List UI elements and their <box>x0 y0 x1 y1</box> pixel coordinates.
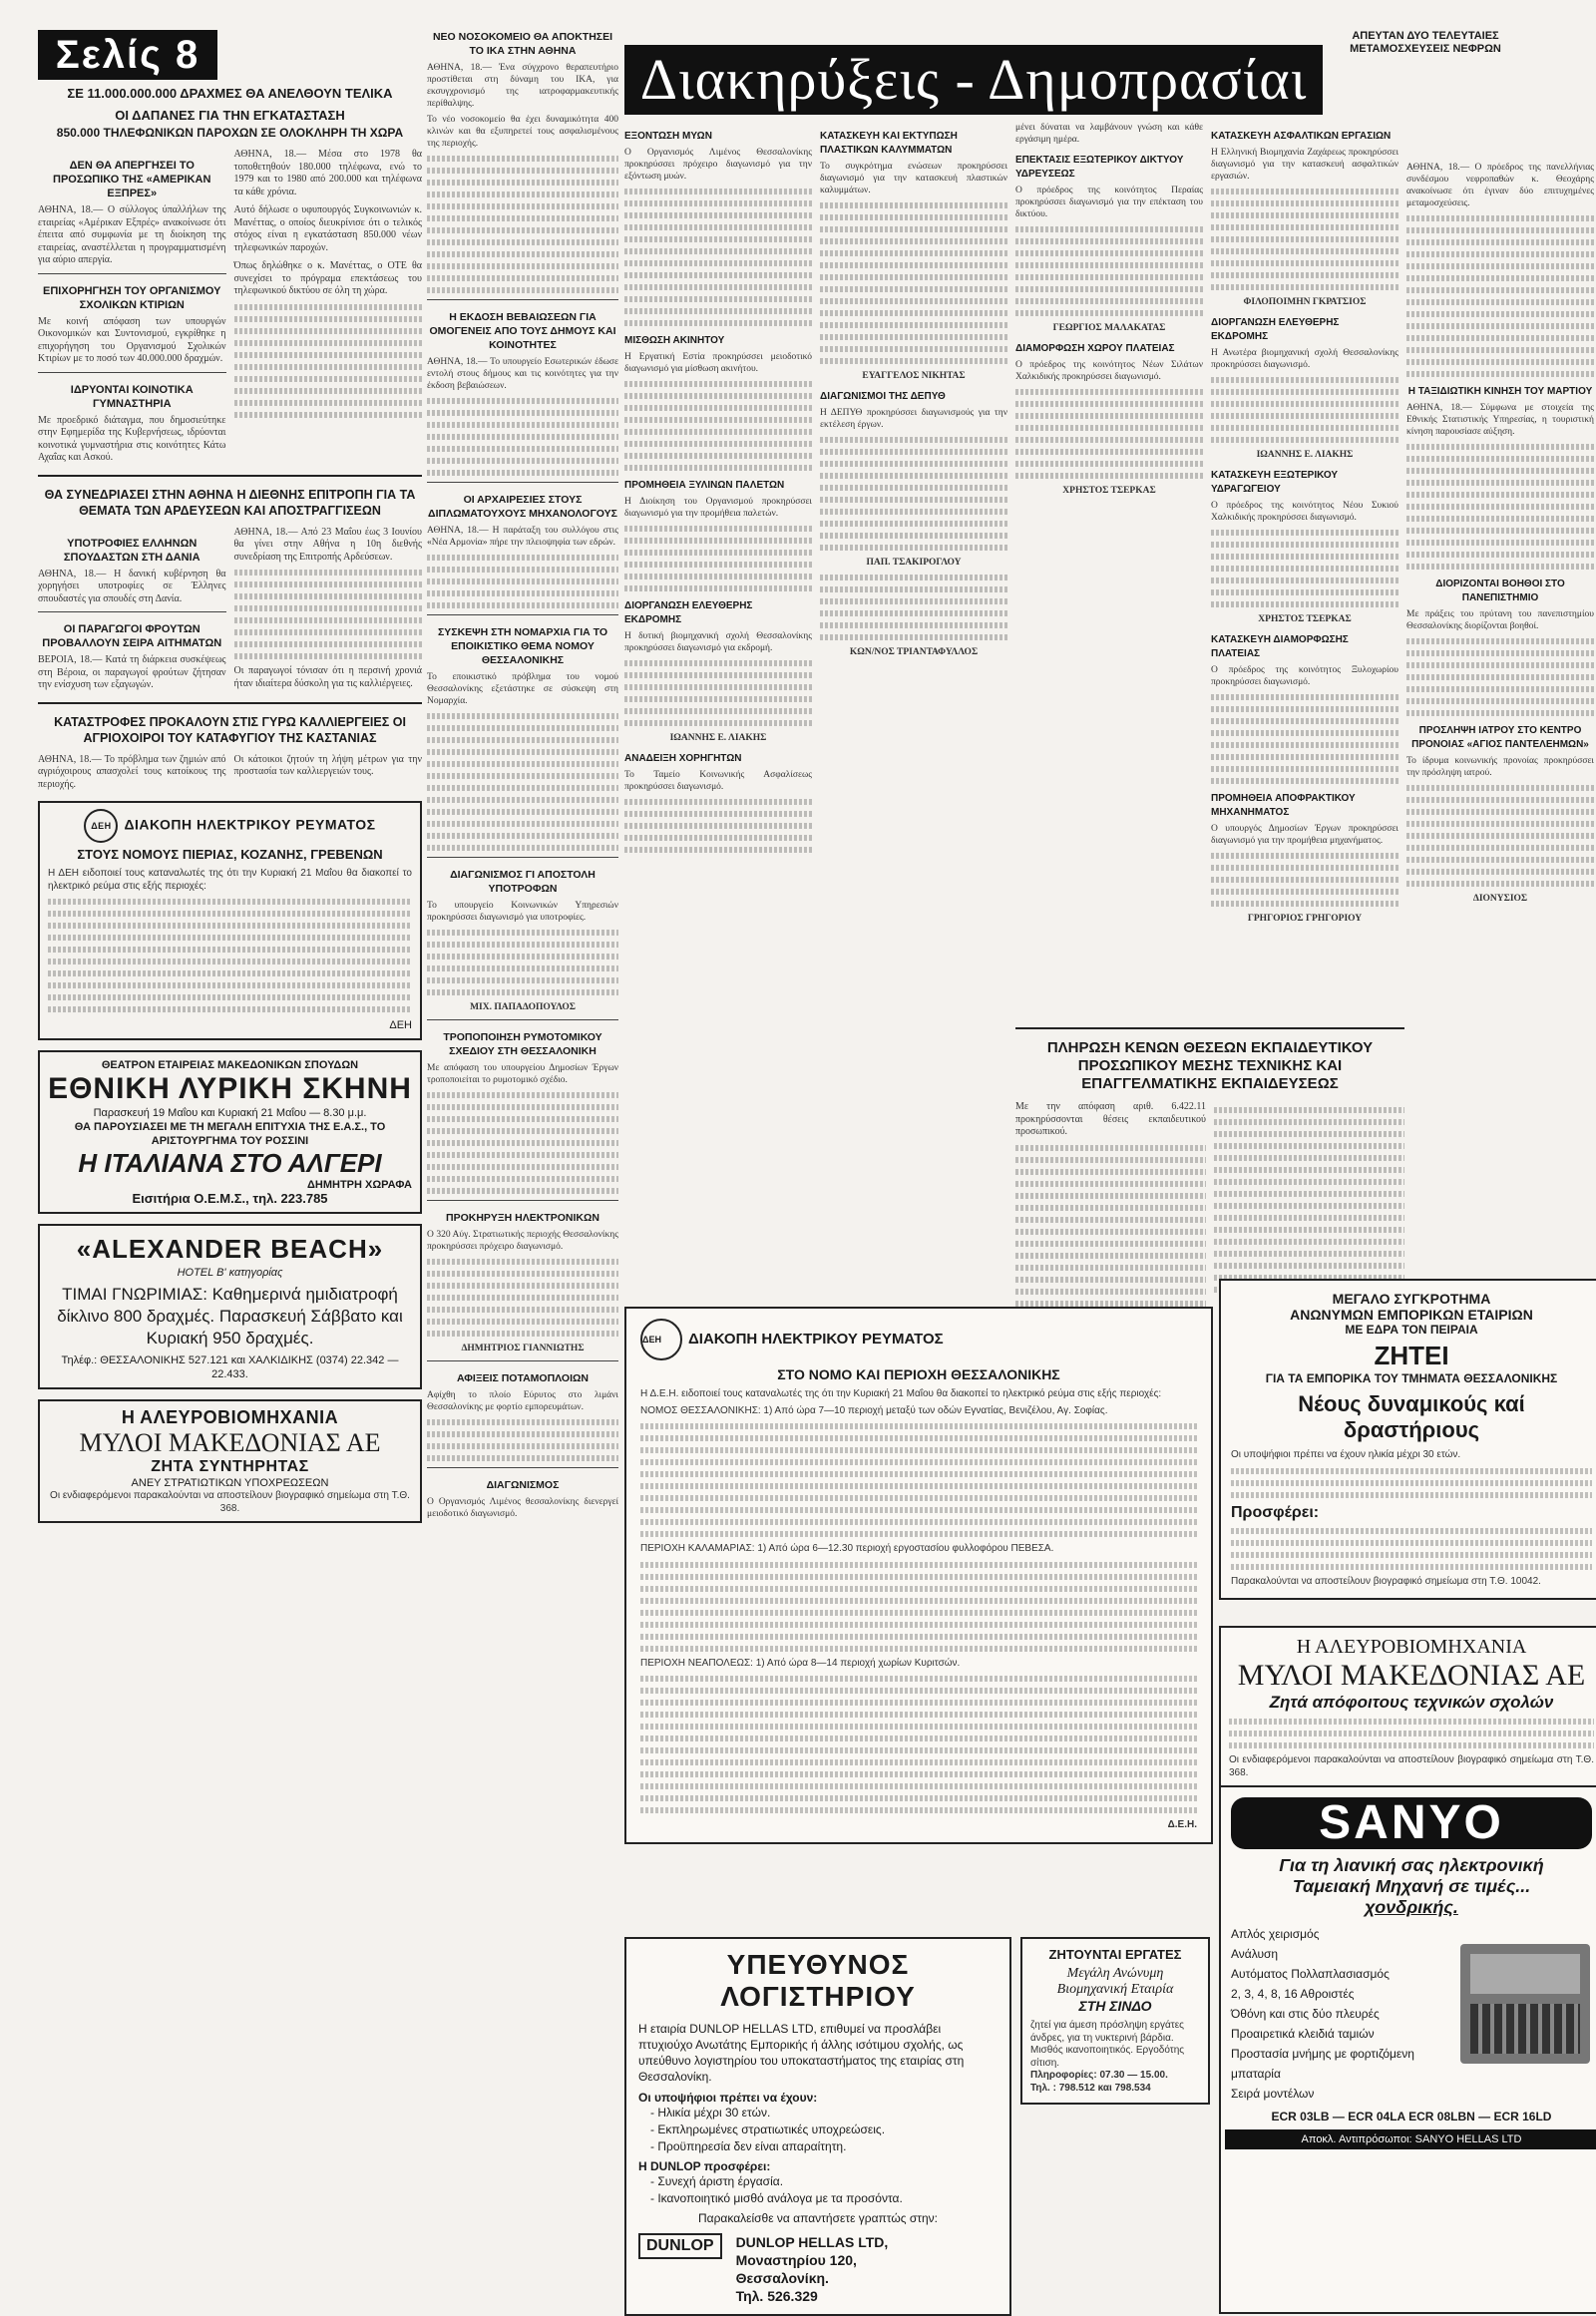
plastic-headline: ΚΑΤΑΣΚΕΥΗ ΚΑΙ ΕΚΤΥΠΩΣΗ ΠΛΑΣΤΙΚΩΝ ΚΑΛΥΜΜΑΤΩΝ <box>820 131 958 156</box>
accountant-text: Η εταιρία DUNLOP HELLAS LTD, επιθυμεί να προσλάβει πτυχιούχο Ανωτάτης Εμπορικής ή άλλης ισότιμου σχολής, ως υπεύθυνο λογιστηρίου του υποκαταστήματος της εταιρίας στη Θεσσαλονίκη. <box>638 2022 965 2084</box>
notices-col-1 <box>624 122 812 925</box>
depyth-signature: ΠΑΠ. ΤΣΑΚΙΡΟΓΛΟΥ <box>866 558 962 568</box>
mill-ad-2-contact: Οι ενδιαφερόμενοι παρακαλούνται να αποστείλουν βιογραφικό σημείωμα στη Τ.Θ. 368. <box>1229 1754 1594 1778</box>
divider <box>427 1019 618 1020</box>
machine-signature: ΓΡΗΓΟΡΙΟΣ ΓΡΗΓΟΡΙΟΥ <box>1247 914 1363 924</box>
competition-text: Το υπουργείο Κοινωνικών Υπηρεσιών προκηρύσσει διαγωνισμό για υποτροφίες. <box>427 901 618 923</box>
opera-tickets: Εισιτήρια Ο.Ε.Μ.Σ., τηλ. 223.785 <box>132 1191 328 1206</box>
power-cut-title: ΔΙΑΚΟΠΗ ΗΛΕΚΤΡΙΚΟΥ ΡΕΥΜΑΤΟΣ <box>124 816 376 833</box>
machine-headline: ΠΡΟΜΗΘΕΙΑ ΑΠΟΦΡΑΚΤΙΚΟΥ ΜΗΧΑΝΗΜΑΤΟΣ <box>1211 793 1356 818</box>
tender-text: Ο 320 Αύγ. Στρατιωτικής περιοχής Θεσσαλονίκης προκηρύσσει πρόχειρο διαγωνισμό. <box>427 1230 618 1252</box>
asphalt-signature: ΦΙΛΟΠΟΙΜΗΝ ΓΚΡΑΤΣΙΟΣ <box>1243 297 1367 307</box>
filler-text <box>427 713 618 851</box>
competition-signature: ΜΙΧ. ΠΑΠΑΔΟΠΟΥΛΟΣ <box>470 1002 576 1012</box>
filler-text <box>1211 189 1398 290</box>
opera-ad <box>38 1050 422 1214</box>
divider <box>38 372 226 373</box>
page-number-badge: Σελίς 8 <box>38 30 217 80</box>
last-headline: ΔΙΑΓΩΝΙΣΜΟΣ <box>486 1479 560 1491</box>
lease-text: Η Εργατική Εστία προκηρύσσει μειοδοτικό διαγωνισμό για μίσθωση ακινήτου. <box>624 352 812 374</box>
hotel-name: «ALEXANDER BEACH» <box>76 1234 384 1264</box>
sanyo-feature: 2, 3, 4, 8, 16 Αθροιστές <box>1231 1987 1355 2001</box>
sponsors-headline: ΑΝΑΔΕΙΞΗ ΧΟΡΗΓΗΤΩΝ <box>624 753 742 764</box>
mill-ad-2-org: Η ΑΛΕΥΡΟΒΙΟΜΗΧΑΝΙΑ <box>1296 1636 1527 1658</box>
square2-headline: ΚΑΤΑΣΚΕΥΗ ΔΙΑΜΟΡΦΩΣΗΣ ΠΛΑΤΕΙΑΣ <box>1211 634 1349 659</box>
cash-register-image <box>1460 1944 1590 2064</box>
chestnut-text-2: Οι κάτοικοι ζητούν τη λήψη μέτρων για την προστασία των καλλιεργειών τους. <box>233 753 422 777</box>
hospital-headline: ΝΕΟ ΝΟΣΟΚΟΜΕΙΟ ΘΑ ΑΠΟΚΤΗΣΕΙ ΤΟ ΙΚΑ ΣΤΗΝ ΑΘΗΝΑ <box>432 31 613 57</box>
filler-text <box>1015 226 1203 316</box>
teachers-headline: ΠΛΗΡΩΣΗ ΚΕΝΩΝ ΘΕΣΕΩΝ ΕΚΠΑΙΔΕΥΤΙΚΟΥ ΠΡΟΣΩΠΙΚΟΥ ΜΕΣΗΣ ΤΕΧΝΙΚΗΣ ΚΑΙ ΕΠΑΓΓΕΛΜΑΤΙΚΗΣ ΕΚΠΑΙΔΕΥΣΕΩΣ <box>1046 1039 1374 1092</box>
square-text: Ο πρόεδρος της κοινότητος Νέων Σιλάτων Χαλκιδικής προκηρύσσει διαγωνισμό. <box>1015 360 1203 382</box>
filler-text <box>427 398 618 476</box>
depyth-headline: ΔΙΑΓΩΝΙΣΜΟΙ ΤΗΣ ΔΕΠΥΘ <box>820 391 946 402</box>
divider <box>427 482 618 483</box>
school-text: Με κοινή απόφαση των υπουργών Οικονομικών και Συντονισμού, εγκρίθηκε η επιχορήγηση του Οργανισμού Σχολικών Κτιρίων με το ποσό των 40.000.000 δραχμών. <box>38 315 226 364</box>
filler-text <box>1406 785 1594 887</box>
ships-text: Αφίχθη το πλοίο Εύρυτος στο λιμάνι Θεσσαλονίκης με φορτίο εμπορευμάτων. <box>427 1390 618 1412</box>
conference-right <box>234 527 423 692</box>
aqueduct-signature: ΧΡΗΣΤΟΣ ΤΣΕΡΚΑΣ <box>1258 614 1352 624</box>
power-cut-region: ΣΤΟΥΣ ΝΟΜΟΥΣ ΠΙΕΡΙΑΣ, ΚΟΖΑΝΗΣ, ΓΡΕΒΕΝΩΝ <box>77 847 383 862</box>
filler-text <box>427 1259 618 1337</box>
divider <box>427 1467 618 1468</box>
workers-text: ζητεί για άμεση πρόσληψη εργάτες άνδρες, για τη νυκτερινή βάρδια. <box>1030 2020 1184 2044</box>
express-headline: ΔΕΝ ΘΑ ΑΠΕΡΓΗΣΕΙ ΤΟ ΠΡΟΣΩΠΙΚΟ ΤΗΣ «ΑΜΕΡΙΚΑΝ ΕΞΠΡΕΣ» <box>53 160 211 199</box>
chestnut-text: ΑΘΗΝΑ, 18.— Το πρόβλημα των ζημιών από αγριόχοιρους απασχολεί τους κατοίκους της περιοχής. <box>38 753 226 790</box>
group-wanted: ΖΗΤΕΙ <box>1374 1341 1449 1370</box>
gym-text: Με προεδρικό διάταγμα, που δημοσιεύτηκε στην Εφημερίδα της Κυβερνήσεως, ιδρύονται κοινοτικά γυμναστήρια στις κοινότητες Κάτω Αχαΐας και Ασκού. <box>38 414 226 463</box>
excursion2-headline: ΔΙΟΡΓΑΝΩΣΗ ΕΛΕΥΘΕΡΗΣ ΕΚΔΡΟΜΗΣ <box>1211 317 1340 342</box>
notices-grid <box>624 122 1596 925</box>
accountant-title: ΥΠΕΥΘΥΝΟΣ ΛΟΓΙΣΤΗΡΙΟΥ <box>720 1949 916 2012</box>
workers-pay: Μισθός ικανοποιητικός. Εργοδότης σίτιση. <box>1030 2045 1185 2069</box>
chestnut-headline: ΚΑΤΑΣΤΡΟΦΕΣ ΠΡΟΚΑΛΟΥΝ ΣΤΙΣ ΓΥΡΩ ΚΑΛΛΙΕΡΓΕΙΕΣ ΟΙ ΑΓΡΙΟΧΟΙΡΟΙ ΤΟΥ ΚΑΤΑΦΥΓΙΟΥ ΤΗΣ ΚΑΣΤΑΝΙΑΣ <box>54 714 406 745</box>
hotel-phones: Τηλέφ.: ΘΕΣΣΑΛΟΝΙΚΗΣ 527.121 και ΧΑΛΚΙΔΙΚΗΣ (0374) 22.342 — 22.433. <box>61 1354 399 1380</box>
filler-text <box>820 437 1007 551</box>
school-headline: ΕΠΙΧΟΡΗΓΗΣΗ ΤΟΥ ΟΡΓΑΝΙΣΜΟΥ ΣΧΟΛΙΚΩΝ ΚΤΙΡΙΩΝ <box>43 284 221 311</box>
section-banner: Διακηρύξεις - Δημοπρασίαι <box>624 45 1323 115</box>
right-section <box>624 30 1596 2316</box>
rodent-headline: ΕΞΟΝΤΩΣΗ ΜΥΩΝ <box>624 131 712 142</box>
group-line-2: ΑΝΩΝΥΜΩΝ ΕΜΠΟΡΙΚΩΝ ΕΤΑΙΡΙΩΝ <box>1290 1307 1533 1323</box>
mill-ad-2-name: ΜΥΛΟΙ ΜΑΚΕΔΟΝΙΑΣ ΑΕ <box>1237 1659 1586 1692</box>
group-line-3: ΜΕ ΕΔΡΑ ΤΟΝ ΠΕΙΡΑΙΑ <box>1345 1323 1478 1337</box>
filler-text <box>624 189 812 326</box>
asphalt-headline: ΚΑΤΑΣΚΕΥΗ ΑΣΦΑΛΤΙΚΩΝ ΕΡΓΑΣΙΩΝ <box>1211 131 1392 142</box>
notices-col-2 <box>820 122 1007 925</box>
hotel-prices: ΤΙΜΑΙ ΓΝΩΡΙΜΙΑΣ: Καθημερινά ημιδιατροφή δίκλινο 800 δραχμές. Παρασκευή Σάββατο και Κυριακή 950 δραχμές. <box>57 1285 403 1348</box>
middle-column <box>427 30 618 1520</box>
workers-company-2: Βιομηχανική Εταιρία <box>1056 1982 1174 1997</box>
depyth-text: Η ΔΕΠΥΘ προκηρύσσει διαγωνισμούς για την εκτέλεση έργων. <box>820 408 1007 430</box>
group-ad <box>1219 1279 1596 1600</box>
power-cut-signature: ΔΕΗ <box>389 1019 412 1031</box>
doctor-headline: ΠΡΟΣΛΗΨΗ ΙΑΤΡΟΥ ΣΤΟ ΚΕΝΤΡΟ ΠΡΟΝΟΙΑΣ «ΑΓΙΟΣ ΠΑΝΤΕΛΕΗΜΩΝ» <box>1411 725 1589 750</box>
fruit-text: ΒΕΡΟΙΑ, 18.— Κατά τη διάρκεια συσκέψεως στη Βέροια, οι παραγωγοί φρούτων ζήτησαν την ενίσχυση των εξαγωγών. <box>38 654 226 690</box>
pallets-headline: ΠΡΟΜΗΘΕΙΑ ΞΥΛΙΝΩΝ ΠΑΛΕΤΩΝ <box>624 480 785 491</box>
sanyo-features <box>1225 1924 1460 2104</box>
accountant-address <box>736 2233 889 2305</box>
water-signature: ΓΕΩΡΓΙΟΣ ΜΑΛΑΚΑΤΑΣ <box>1052 323 1166 333</box>
divider <box>427 299 618 300</box>
dunlop-logo: DUNLOP <box>638 2233 722 2259</box>
mill-ad-1-contact: Οι ενδιαφερόμενοι παρακαλούνται να αποστείλουν βιογραφικό σημείωμα στη Τ.Θ. 368. <box>50 1490 410 1514</box>
sanyo-dealer: Αποκλ. Αντιπρόσωποι: SANYO HELLAS LTD <box>1225 2129 1596 2149</box>
accountant-req: - Εκπληρωμένες στρατιωτικές υποχρεώσεις. <box>650 2122 998 2138</box>
plan-text: Με απόφαση του υπουργείου Δημοσίων Έργων τροποποιείται το ρυμοτομικό σχέδιο. <box>427 1063 618 1085</box>
cert-headline: Η ΕΚΔΟΣΗ ΒΕΒΑΙΩΣΕΩΝ ΓΙΑ ΟΜΟΓΕΝΕΙΣ ΑΠΟ ΤΟΥΣ ΔΗΜΟΥΣ ΚΑΙ ΚΟΙΝΟΤΗΤΕΣ <box>429 311 616 351</box>
plan-headline: ΤΡΟΠΟΠΟΙΗΣΗ ΡΥΜΟΤΟΜΙΚΟΥ ΣΧΕΔΙΟΥ ΣΤΗ ΘΕΣΣΑΛΟΝΙΚΗ <box>443 1031 602 1057</box>
sanyo-feature: Ανάλυση <box>1231 1947 1279 1961</box>
power-cut-2-text-4: ΠΕΡΙΟΧΗ ΝΕΑΠΟΛΕΩΣ: 1) Από ώρα 8—14 περιοχή χωρίων Κυριτσών. <box>640 1657 961 1669</box>
teachers-text: Με την απόφαση αριθ. 6.422.11 προκηρύσσονται θέσεις εκπαιδευτικού προσωπικού. <box>1015 1101 1206 1137</box>
filler-text <box>427 930 618 995</box>
opera-desc: ΘΑ ΠΑΡΟΥΣΙΑΣΕΙ ΜΕ ΤΗ ΜΕΓΑΛΗ ΕΠΙΤΥΧΙΑ ΤΗΣ Ε.Α.Σ., ΤΟ ΑΡΙΣΤΟΥΡΓΗΜΑ ΤΟΥ ΡΟΣΣΙΝΙ <box>74 1121 386 1147</box>
group-contact: Παρακαλούνται να αποστείλουν βιογραφικό σημείωμα στη Τ.Θ. 10042. <box>1231 1575 1541 1587</box>
meeting-headline: ΣΥΣΚΕΨΗ ΣΤΗ ΝΟΜΑΡΧΙΑ ΓΙΑ ΤΟ ΕΠΟΙΚΙΣΤΙΚΟ ΘΕΜΑ ΝΟΜΟΥ ΘΕΣΣΑΛΟΝΙΚΗΣ <box>437 626 608 666</box>
depyth-signature-2: ΚΩΝ/ΝΟΣ ΤΡΙΑΝΤΑΦΥΛΛΟΣ <box>849 647 979 657</box>
mill-ad-1 <box>38 1399 422 1523</box>
accountant-offer-head: Η DUNLOP προσφέρει: <box>638 2159 771 2173</box>
arch-headline: ΟΙ ΑΡΧΑΙΡΕΣΙΕΣ ΣΤΟΥΣ ΔΙΠΛΩΜΑΤΟΥΧΟΥΣ ΜΗΧΑΝΟΛΟΓΟΥΣ <box>428 494 617 520</box>
address-line: Τηλ. 526.329 <box>735 2288 818 2304</box>
last-text: Ο Οργανισμός Λιμένος θεσσαλονίκης διενεργεί μειοδοτικό διαγωνισμό. <box>427 1497 618 1519</box>
divider <box>38 273 226 274</box>
workers-ad <box>1020 1937 1210 2105</box>
filler-text <box>1406 638 1594 716</box>
filler-text <box>640 1423 1197 1537</box>
deh-logo: ΔΕΗ <box>84 809 118 843</box>
tender-signature: ΔΗΜΗΤΡΙΟΣ ΓΙΑΝΝΙΩΤΗΣ <box>461 1344 585 1353</box>
opera-theatre: ΘΕΑΤΡΟΝ ΕΤΑΙΡΕΙΑΣ ΜΑΚΕΔΟΝΙΚΩΝ ΣΠΟΥΔΩΝ <box>101 1059 359 1071</box>
accountant-req-head: Οι υποψήφιοι πρέπει να έχουν: <box>638 2091 818 2105</box>
workers-phone: Τηλ. : 798.512 και 798.534 <box>1030 2082 1151 2094</box>
power-cut-2-title: ΔΙΑΚΟΠΗ ΗΛΕΚΤΡΙΚΟΥ ΡΕΥΜΑΤΟΣ <box>688 1330 944 1348</box>
workers-company: Μεγάλη Ανώνυμη <box>1066 1966 1164 1981</box>
sponsors-text: Το Ταμείο Κοινωνικής Ασφαλίσεως προκηρύσσει διαγωνισμό. <box>624 770 812 792</box>
notices-col-3 <box>1015 122 1203 925</box>
square-signature: ΧΡΗΣΤΟΣ ΤΣΕΡΚΑΣ <box>1062 486 1156 496</box>
travel-text: ΑΘΗΝΑ, 18.— Σύμφωνα με στοιχεία της Εθνικής Στατιστικής Υπηρεσίας, η τουριστική κίνηση παρουσίασε αύξηση. <box>1406 403 1594 437</box>
hospital-text: ΑΘΗΝΑ, 18.— Ένα σύγχρονο θεραπευτήριο προστίθεται στη δύναμη του ΙΚΑ, για εκσυγχρονισμό της ιατροφαρμακευτικής περίθαλψης. <box>427 63 618 109</box>
power-cut-2-text: Η Δ.Ε.Η. ειδοποιεί τους καταναλωτές της ότι την Κυριακή 21 Μαΐου θα διακοπεί το ηλεκτρικό ρεύμα στις εξής περιοχές: <box>640 1388 1162 1399</box>
accountant-offer: - Συνεχή άριστη έργασία. <box>650 2173 998 2190</box>
conference-left <box>38 527 226 692</box>
opera-name: ΕΘΝΙΚΗ ΛΥΡΙΚΗ ΣΚΗΝΗ <box>48 1072 412 1105</box>
water-headline: ΕΠΕΚΤΑΣΙΣ ΕΞΩΤΕΡΙΚΟΥ ΔΙΚΤΥΟΥ ΥΔΡΕΥΣΕΩΣ <box>1015 155 1184 180</box>
hotel-class: HOTEL B' κατηγορίας <box>177 1267 283 1279</box>
sanyo-feature: Προστασία μνήμης με φορτιζόμενη μπαταρία <box>1231 2047 1414 2081</box>
phone-story-columns <box>38 149 422 465</box>
water-text: Ο πρόεδρος της κοινότητος Περαίας προκηρύσσει διαγωνισμό για την επέκταση του δικτύου. <box>1015 186 1203 219</box>
filler-text <box>1015 1145 1206 1331</box>
accountant-offer: - Ικανοποιητικό μισθό ανάλογα με τα προσόντα. <box>650 2190 998 2207</box>
arch-text: ΑΘΗΝΑ, 18.— Η παράταξη του συλλόγου στις «Νέα Αρμονία» πήρε την πλειοψηφία των εδρών. <box>427 526 618 548</box>
power-cut-2-text-2: ΝΟΜΟΣ ΘΕΣΣΑΛΟΝΙΚΗΣ: 1) Από ώρα 7—10 περιοχή μεταξύ των οδών Εγνατίας, Βενιζέλου, Αγ. Σοφίας. <box>640 1404 1108 1416</box>
divider <box>38 611 226 612</box>
filler-text <box>624 526 812 591</box>
accountant-req: - Ηλικία μέχρι 30 ετών. <box>650 2105 998 2122</box>
cert-text: ΑΘΗΝΑ, 18.— Το υπουργείο Εσωτερικών έδωσε εντολή στους δήμους και τις κοινότητες για την έκδοση βεβαιώσεων. <box>427 357 618 391</box>
filler-text <box>1211 694 1398 784</box>
doctor-signature: ΔΙΟΝΥΣΙΟΣ <box>1472 894 1528 904</box>
conference-text: ΑΘΗΝΑ, 18.— Από 23 Μαΐου έως 3 Ιουνίου θα γίνει στην Αθήνα η 10η διεθνής συνεδρίαση της Επιτροπής Αρδεύσεων. <box>233 526 422 563</box>
group-dept: ΓΙΑ ΤΑ ΕΜΠΟΡΙΚΑ ΤΟΥ ΤΜΗΜΑΤΑ ΘΕΣΣΑΛΟΝΙΚΗΣ <box>1265 1371 1558 1385</box>
power-cut-2-text-3: ΠΕΡΙΟΧΗ ΚΑΛΑΜΑΡΙΑΣ: 1) Από ώρα 6—12.30 περιοχή εργοστασίου φυλλοφόρου ΠΕΒΕΣΑ. <box>640 1543 1054 1554</box>
filler-text <box>1406 444 1594 570</box>
divider <box>38 475 422 477</box>
divider <box>427 614 618 615</box>
main-headline-3: 850.000 ΤΗΛΕΦΩΝΙΚΩΝ ΠΑΡΟΧΩΝ ΣΕ ΟΛΟΚΛΗΡΗ ΤΗ ΧΩΡΑ <box>56 126 404 140</box>
assistants-headline: ΔΙΟΡΙΖΟΝΤΑΙ ΒΟΗΘΟΙ ΣΤΟ ΠΑΝΕΠΙΣΤΗΜΙΟ <box>1435 579 1565 603</box>
group-line-1: ΜΕΓΑΛΟ ΣΥΓΚΡΟΤΗΜΑ <box>1332 1291 1491 1307</box>
conference-headline: ΘΑ ΣΥΝΕΔΡΙΑΣΕΙ ΣΤΗΝ ΑΘΗΝΑ Η ΔΙΕΘΝΗΣ ΕΠΙΤΡΟΠΗ ΓΙΑ ΤΑ ΘΕΜΑΤΑ ΤΩΝ ΑΡΔΕΥΣΕΩΝ ΚΑΙ ΑΠΟΣΤΡΑΓΓΙΣΕΩΝ <box>44 487 416 518</box>
filler-text <box>1229 1719 1594 1748</box>
filler-text <box>1015 389 1203 479</box>
power-cut-2-region: ΣΤΟ ΝΟΜΟ ΚΑΙ ΠΕΡΙΟΧΗ ΘΕΣΣΑΛΟΝΙΚΗΣ <box>777 1366 1060 1382</box>
plastic-text: Το συγκρότημα ενώσεων προκηρύσσει διαγωνισμό για την κατασκευή πλαστικών καλυμμάτων. <box>820 162 1007 195</box>
hospital-text-2: Το νέο νοσοκομείο θα έχει δυναμικότητα 400 κλινών και θα εξυπηρετεί τους ασφαλισμένους της περιοχής. <box>427 115 618 149</box>
filler-text <box>640 1562 1197 1652</box>
scholarship-text: ΑΘΗΝΑ, 18.— Η δανική κυβέρνηση θα χορηγήσει υποτροφίες σε Έλληνες σπουδαστές για σπουδές στη Δανία. <box>38 568 226 604</box>
notices-col-4 <box>1211 122 1398 925</box>
sanyo-feature: Απλός χειρισμός <box>1231 1927 1320 1941</box>
accountant-note: Παρακαλείσθε να απαντήσετε γραπτώς στην: <box>697 2211 939 2225</box>
filler-text <box>1211 530 1398 607</box>
water-lead: μένει δύναται να λαμβάνουν γνώση και κάθε εργάσιμη ημέρα. <box>1015 123 1203 145</box>
filler-text <box>1211 853 1398 907</box>
divider <box>427 1360 618 1361</box>
filler-text <box>1231 1468 1592 1498</box>
sanyo-ad <box>1219 1785 1596 2314</box>
sanyo-feature: Σειρά μοντέλων <box>1231 2087 1315 2101</box>
meeting-text: Το εποικιστικό πρόβλημα του νομού Θεσσαλονίκης εξετάστηκε σε σύσκεψη στη Νομαρχία. <box>427 672 618 706</box>
group-req: Οι υποψήφιοι πρέπει να έχουν ηλικία μέχρι 30 ετών. <box>1231 1449 1461 1460</box>
opera-director: ΔΗΜΗΤΡΗ ΧΩΡΑΦΑ <box>306 1179 412 1191</box>
competition-headline: ΔΙΑΓΩΝΙΣΜΟΣ ΓΙ ΑΠΟΣΤΟΛΗ ΥΠΟΤΡΟΦΩΝ <box>450 869 596 895</box>
sanyo-tagline-3: χονδρικής. <box>1365 1897 1458 1917</box>
lease-headline: ΜΙΣΘΩΣΗ ΑΚΙΝΗΤΟΥ <box>624 335 725 346</box>
workers-title: ΖΗΤΟΥΝΤΑΙ ΕΡΓΑΤΕΣ <box>1048 1947 1182 1962</box>
address-line: Θεσσαλονίκη. <box>735 2270 829 2286</box>
mill-ad-2 <box>1219 1626 1596 1789</box>
power-cut-ad-thessaloniki <box>624 1307 1213 1844</box>
mill-ad-2-wanted: Ζητά απόφοιτους τεχνικών σχολών <box>1269 1693 1554 1712</box>
filler-text <box>1211 377 1398 443</box>
gym-headline: ΙΔΡΥΟΝΤΑΙ ΚΟΙΝΟΤΙΚΑ ΓΥΜΝΑΣΤΗΡΙΑ <box>70 383 194 410</box>
divider <box>427 857 618 858</box>
doctor-text: Το ίδρυμα κοινωνικής προνοίας προκηρύσσει την πρόσληψη ιατρού. <box>1406 756 1594 778</box>
left-column <box>38 30 422 1523</box>
filler-text <box>820 575 1007 640</box>
filler-text <box>640 1676 1197 1813</box>
filler-text <box>1406 215 1594 377</box>
filler-text <box>427 1092 618 1194</box>
main-headline-2: ΟΙ ΔΑΠΑΝΕΣ ΓΙΑ ΤΗΝ ΕΓΚΑΤΑΣΤΑΣΗ <box>115 108 345 123</box>
filler-text <box>234 304 423 418</box>
travel-headline: Η ΤΑΞΙΔΙΩΤΙΚΗ ΚΙΝΗΣΗ ΤΟΥ ΜΑΡΤΙΟΥ <box>1407 386 1593 397</box>
sanyo-tagline-1: Για τη λιανική σας ηλεκτρονική <box>1279 1855 1544 1875</box>
group-seeking: Νέους δυναμικούς καί δραστήριους <box>1298 1391 1525 1442</box>
workers-hours: Πληροφορίες: 07.30 — 15.00. <box>1030 2070 1168 2081</box>
aqueduct-text: Ο πρόεδρος της κοινότητος Νέου Συκιού Χαλκιδικής προκηρύσσει διαγωνισμό. <box>1211 501 1398 523</box>
ote-text: Όπως δηλώθηκε ο κ. Μανέττας, ο ΟΤΕ θα συνεχίσει το πρόγραμα επεκτάσεως του τηλεφωνικού δικτύου σε όλη τη χώρα. <box>233 260 422 296</box>
excursion-text: Η δυτική βιομηχανική σχολή Θεσσαλονίκης προκηρύσσει διαγωνισμό για εκδρομή. <box>624 631 812 653</box>
pallets-text: Η Διοίκηση του Οργανισμού προκηρύσσει διαγωνισμό για την προμήθεια παλετών. <box>624 497 812 519</box>
filler-text <box>427 555 618 608</box>
fruit-headline: ΟΙ ΠΑΡΑΓΩΓΟΙ ΦΡΟΥΤΩΝ ΠΡΟΒΑΛΛΟΥΝ ΣΕΙΡΑ ΑΙΤΗΜΑΤΩΝ <box>42 623 222 649</box>
asphalt-text: Η Ελληνική Βιομηχανία Ζαχάρεως προκηρύσσει διαγωνισμό για την κατασκευή ασφαλτικών εργασιών. <box>1211 148 1398 182</box>
machine-text: Ο υπουργός Δημοσίων Έργων προκηρύσσει διαγωνισμό για την προμήθεια μηχανήματος. <box>1211 824 1398 846</box>
power-cut-2-signature: Δ.Ε.Η. <box>1167 1819 1197 1830</box>
rodent-text: Ο Οργανισμός Λιμένος Θεσσαλονίκης προκηρύσσει πρόχειρο διαγωνισμό για την εξόντωση μυών. <box>624 148 812 182</box>
phone-lead: ΑΘΗΝΑ, 18.— Μέσα στο 1978 θα τοποθετηθούν 180.000 τηλέφωνα, ενώ το 1979 και το 1980 από 200.000 και τηλέφωνα τα κάθε χρόνια. <box>233 149 422 197</box>
main-headline-1: ΣΕ 11.000.000.000 ΔΡΑΧΜΕΣ ΘΑ ΑΝΕΛΘΟΥΝ ΤΕΛΙΚΑ <box>67 86 393 101</box>
sanyo-tagline-2: Ταμειακή Μηχανή σε τιμές... <box>1292 1876 1531 1896</box>
workers-location: ΣΤΗ ΣΙΝΔΟ <box>1078 1998 1152 2014</box>
kidney-headline: ΑΠΕΥΤΑΝ ΔΥΟ ΤΕΛΕΥΤΑΙΕΣ ΜΕΤΑΜΟΣΧΕΥΣΕΙΣ ΝΕΦΡΩΝ <box>1350 30 1501 55</box>
filler-text <box>624 799 812 853</box>
excursion-signature: ΙΩΑΝΝΗΣ Ε. ΛΙΑΚΗΣ <box>669 733 767 743</box>
conference-columns <box>38 527 422 692</box>
divider <box>1015 1027 1404 1029</box>
filler-text <box>820 202 1007 364</box>
fruit-text-2: Οι παραγωγοί τόνισαν ότι η περσινή χρονιά ήταν ιδιαίτερα δύσκολη για τις καλλιέργειες. <box>233 665 422 689</box>
accountant-ad <box>624 1937 1011 2316</box>
notices-col-5 <box>1406 122 1594 925</box>
group-offer: Προσφέρει: <box>1231 1503 1320 1521</box>
filler-text <box>624 660 812 726</box>
tender-headline: ΠΡΟΚΗΡΥΞΗ ΗΛΕΚΤΡΟΝΙΚΩΝ <box>445 1212 600 1224</box>
accountant-offer-list <box>638 2173 998 2207</box>
filler-text <box>48 899 412 1012</box>
square2-text: Ο πρόεδρος της κοινότητος Ξυλοχωρίου προκηρύσσει διαγωνισμό. <box>1211 665 1398 687</box>
sanyo-models: ECR 03LB — ECR 04LA ECR 08LBN — ECR 16LD <box>1271 2110 1552 2123</box>
mill-ad-1-name: ΜΥΛΟΙ ΜΑΚΕΔΟΝΙΑΣ ΑΕ <box>79 1428 381 1457</box>
phone-right <box>234 149 423 465</box>
deh-logo: ΔΕΗ <box>640 1319 682 1360</box>
express-text: ΑΘΗΝΑ, 18.— Ο σύλλογος ύπαλλήλων της εταιρείας «Αμέρικαν Εξπρές» ανακοίνωσε ότι έπειτα από συμφωνία με τη διοίκηση της εταιρείας, αναστέλλεται η προγραμματισμένη για αύριο απεργία. <box>38 204 226 265</box>
assistants-text: Με πράξεις του πρύτανη του πανεπιστημίου Θεσσαλονίκης διορίζονται βοηθοί. <box>1406 609 1594 631</box>
power-cut-text: Η ΔΕΗ ειδοποιεί τους καταναλωτές της ότι την Κυριακή 21 Μαΐου θα διακοπεί το ηλεκτρικό ρεύμα στις εξής περιοχές: <box>48 868 412 892</box>
kidney-text: ΑΘΗΝΑ, 18.— Ο πρόεδρος της πανελλήνιας συνδέσμου νεφροπαθών κ. Θεοχάρης ανακοίνωσε ότι έγιναν δύο επιτυχημένες μεταμοσχεύσεις. <box>1406 163 1594 208</box>
mill-ad-1-req: ΑΝΕΥ ΣΤΡΑΤΙΩΤΙΚΩΝ ΥΠΟΧΡΕΩΣΕΩΝ <box>131 1477 329 1489</box>
mill-ad-1-wanted: ΖΗΤΑ ΣΥΝΤΗΡΗΤΑΣ <box>151 1458 309 1475</box>
filler-text <box>1231 1528 1592 1570</box>
filler-text <box>1214 1107 1404 1293</box>
address-line: Μοναστηρίου 120, <box>735 2252 857 2268</box>
divider <box>427 1200 618 1201</box>
opera-dates: Παρασκευή 19 Μαΐου και Κυριακή 21 Μαΐου — 8.30 μ.μ. <box>93 1107 367 1119</box>
phone-left <box>38 149 226 465</box>
divider <box>38 702 422 704</box>
phone-text: Αυτό δήλωσε ο υφυπουργός Συγκοινωνιών κ. Μανέττας, ο οποίος διευκρίνισε ότι ο τελικός στόχος είναι η εγκατάσταση 850.000 νέων τηλεφωνικών παροχών. <box>233 204 422 253</box>
address-line: DUNLOP HELLAS LTD, <box>735 2234 889 2250</box>
filler-text <box>234 570 423 659</box>
chestnut-columns <box>38 754 422 792</box>
ships-headline: ΑΦΙΞΕΙΣ ΠΟΤΑΜΟΠΛΟΙΩΝ <box>456 1372 589 1384</box>
hotel-ad <box>38 1224 422 1389</box>
sanyo-logo: SANYO <box>1231 1797 1592 1849</box>
plastic-signature: ΕΥΑΓΓΕΛΟΣ ΝΙΚΗΤΑΣ <box>862 371 966 381</box>
filler-text <box>624 381 812 471</box>
mill-ad-1-org: Η ΑΛΕΥΡΟΒΙΟΜΗΧΑΝΙΑ <box>121 1407 339 1427</box>
opera-title: Η ΙΤΑΛΙΑΝΑ ΣΤΟ ΑΛΓΕΡΙ <box>78 1148 382 1178</box>
filler-text <box>427 1419 618 1461</box>
excursion2-signature: ΙΩΑΝΝΗΣ Ε. ΛΙΑΚΗΣ <box>1256 450 1354 460</box>
square-headline: ΔΙΑΜΟΡΦΩΣΗ ΧΩΡΟΥ ΠΛΑΤΕΙΑΣ <box>1015 343 1175 354</box>
filler-text <box>427 156 618 293</box>
sanyo-feature: Αυτόματος Πολλαπλασιασμός <box>1231 1967 1390 1981</box>
excursion-headline: ΔΙΟΡΓΑΝΩΣΗ ΕΛΕΥΘΕΡΗΣ ΕΚΔΡΟΜΗΣ <box>624 600 753 625</box>
power-cut-ad-pieria <box>38 801 422 1040</box>
accountant-req: - Προϋπηρεσία δεν είναι απαραίτητη. <box>650 2138 998 2155</box>
scholarship-headline: ΥΠΟΤΡΟΦΙΕΣ ΕΛΛΗΝΩΝ ΣΠΟΥΔΑΣΤΩΝ ΣΤΗ ΔΑΝΙΑ <box>63 537 200 564</box>
sanyo-feature: Όθόνη και στις δύο πλευρές <box>1231 2007 1380 2021</box>
excursion2-text: Η Ανωτέρα βιομηχανική σχολή Θεσσαλονίκης προκηρύσσει διαγωνισμό. <box>1211 348 1398 370</box>
sanyo-feature: Προαιρετικά κλειδιά ταμιών <box>1231 2027 1375 2041</box>
accountant-req-list <box>638 2105 998 2155</box>
aqueduct-headline: ΚΑΤΑΣΚΕΥΗ ΕΞΩΤΕΡΙΚΟΥ ΥΔΡΑΓΩΓΕΙΟΥ <box>1211 470 1339 495</box>
